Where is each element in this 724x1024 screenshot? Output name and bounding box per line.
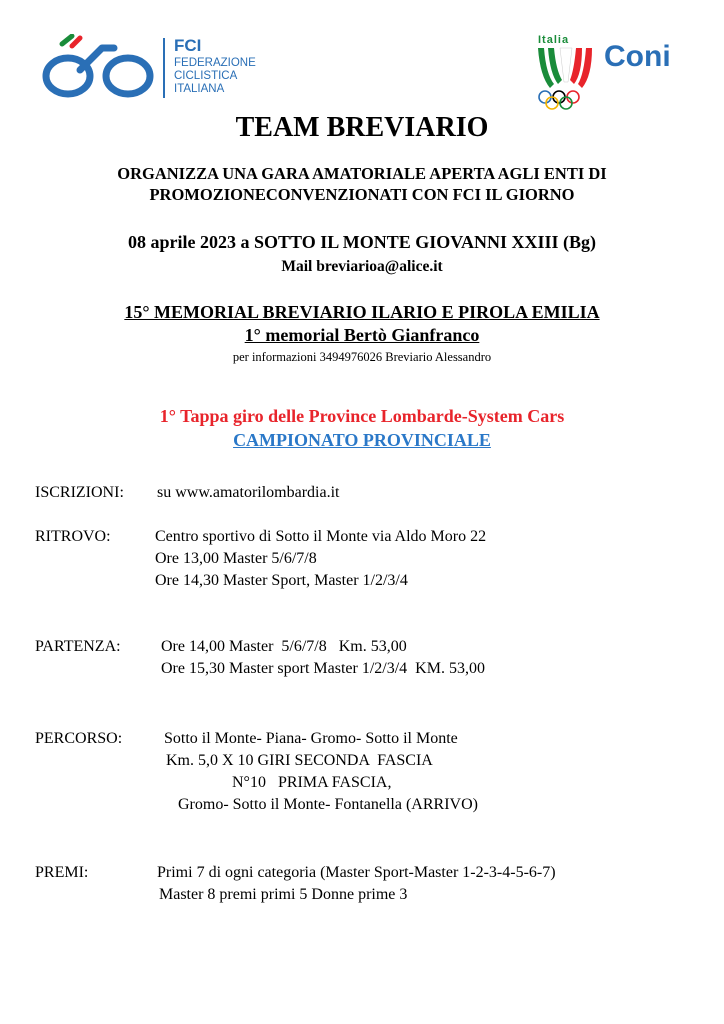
memorial-title: 15° MEMORIAL BREVIARIO ILARIO E PIROLA EMILIA bbox=[124, 302, 600, 322]
premi-label: PREMI: bbox=[35, 864, 89, 881]
subtitle bbox=[0, 163, 724, 205]
iscrizioni-value: su www.amatorilombardia.it bbox=[157, 484, 340, 501]
bicycle-logo-icon bbox=[40, 34, 160, 100]
premi-line: Primi 7 di ogni categoria (Master Sport-Master 1-2-3-4-5-6-7) bbox=[157, 864, 556, 881]
percorso-line: Gromo- Sotto il Monte- Fontanella (ARRIVO) bbox=[178, 796, 478, 813]
fci-line2: CICLISTICA bbox=[174, 70, 238, 82]
event-date: 08 aprile 2023 a SOTTO IL MONTE GIOVANNI XXIII (Bg) bbox=[128, 232, 596, 252]
fci-line3: ITALIANA bbox=[174, 83, 225, 95]
coni-logo bbox=[536, 34, 696, 114]
contact-mail: Mail breviarioa@alice.it bbox=[281, 258, 443, 275]
percorso-line: Sotto il Monte- Piana- Gromo- Sotto il Monte bbox=[164, 730, 458, 747]
iscrizioni-label: ISCRIZIONI: bbox=[35, 484, 124, 501]
premi-line: Master 8 premi primi 5 Donne prime 3 bbox=[159, 886, 408, 903]
coni-name: Coni bbox=[604, 40, 671, 73]
tappa-line: 1° Tappa giro delle Province Lombarde-System Cars bbox=[159, 406, 565, 426]
percorso-label: PERCORSO: bbox=[35, 730, 123, 747]
subtitle-line2: PROMOZIONECONVENZIONATI CON FCI IL GIORNO bbox=[149, 185, 575, 204]
fci-abbr: FCI bbox=[174, 36, 202, 55]
fci-line1: FEDERAZIONE bbox=[174, 57, 256, 69]
fci-logo bbox=[40, 34, 280, 100]
partenza-line: Ore 15,30 Master sport Master 1/2/3/4 KM. 53,00 bbox=[161, 660, 485, 677]
percorso-line: N°10 PRIMA FASCIA, bbox=[232, 774, 392, 791]
logo-divider bbox=[163, 38, 165, 98]
partenza-line: Ore 14,00 Master 5/6/7/8 Km. 53,00 bbox=[161, 638, 407, 655]
memorial-subtitle: 1° memorial Bertò Gianfranco bbox=[244, 325, 480, 345]
info-line: per informazioni 3494976026 Breviario Alessandro bbox=[232, 350, 492, 364]
ritrovo-line: Centro sportivo di Sotto il Monte via Aldo Moro 22 bbox=[155, 528, 487, 545]
campionato-heading: CAMPIONATO PROVINCIALE bbox=[233, 430, 491, 450]
ritrovo-line: Ore 13,00 Master 5/6/7/8 bbox=[155, 550, 317, 567]
subtitle-line1: ORGANIZZA UNA GARA AMATORIALE APERTA AGLI ENTI DI bbox=[117, 164, 607, 183]
ritrovo-label: RITROVO: bbox=[35, 528, 111, 545]
ritrovo-line: Ore 14,30 Master Sport, Master 1/2/3/4 bbox=[155, 572, 408, 589]
coni-italia: Italia bbox=[538, 34, 570, 46]
percorso-line: Km. 5,0 X 10 GIRI SECONDA FASCIA bbox=[166, 752, 433, 769]
partenza-label: PARTENZA: bbox=[35, 638, 121, 655]
olympic-rings-icon bbox=[536, 90, 596, 110]
page-title: TEAM BREVIARIO bbox=[235, 112, 489, 143]
